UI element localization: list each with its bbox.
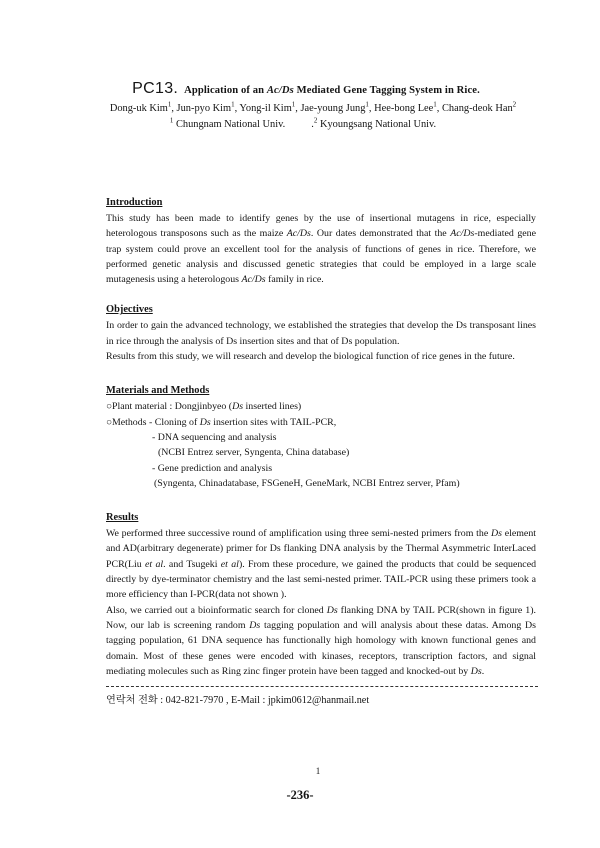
section-heading-objectives: Objectives bbox=[106, 304, 153, 316]
italic-run: et al bbox=[145, 558, 164, 570]
section-heading-methods: Materials and Methods bbox=[106, 385, 210, 397]
author-affil-sup: 1 bbox=[365, 100, 369, 109]
plant-material-line bbox=[106, 399, 536, 414]
title-italic: Ac/Ds bbox=[266, 85, 294, 96]
paper-body bbox=[106, 196, 536, 708]
author-name: Jun-pyo Kim bbox=[176, 103, 232, 114]
methods-item-detail: (NCBI Entrez server, Syngenta, China database) bbox=[158, 447, 350, 459]
italic-run: et al bbox=[220, 558, 239, 570]
section-heading-introduction: Introduction bbox=[106, 197, 163, 208]
text-run: ○Plant material : Dongjinbyeo ( bbox=[106, 401, 233, 413]
text-run: flanking DNA by TAIL PCR(shown in figure 1). Now, our lab is screening random bbox=[106, 604, 536, 631]
methods-item: - DNA sequencing and analysis bbox=[152, 431, 277, 443]
text-run: tagging population and will analysis about these datas. Among Ds tagging population, 61 DNA sequence has functionally high homology with known functional genes and domain. Most of these genes were encoded with kinases, receptors, transcription factors, and signal mediating molecules such as Ring zinc finger protein have been tagged and knocked-out by bbox=[106, 619, 536, 677]
italic-run: Ac/Ds bbox=[241, 274, 266, 286]
affil-sup: 1 bbox=[169, 116, 174, 125]
paper-header bbox=[0, 80, 600, 132]
poster-code: PC13. bbox=[132, 80, 179, 97]
text-run: . bbox=[481, 665, 485, 677]
author-affil-sup: 1 bbox=[291, 100, 296, 109]
text-run: element and AD(arbitrary degenerate) primer for Ds flanking DNA analysis by the Thermal Asymmetric InterLaced PCR(Liu bbox=[106, 528, 537, 570]
text-run: We performed three successive round of amplification using three semi-nested primers from the bbox=[106, 528, 491, 540]
text-run: ). From these procedure, we gained the products that could be sequenced directly by dye-terminator chemistry and the last semi-nested primer. TAIL-PCR using these primers took a more efficiency than I-PCR(data not shown ). bbox=[106, 558, 537, 601]
paper-title bbox=[0, 80, 600, 100]
author-affil-sup: 1 bbox=[167, 100, 172, 109]
page-number: -236- bbox=[286, 788, 314, 802]
author-name: Chang-deok Han bbox=[441, 103, 513, 114]
results-paragraph bbox=[106, 603, 536, 679]
italic-run: Ds bbox=[199, 416, 211, 428]
dashed-divider bbox=[106, 686, 538, 687]
results-paragraph bbox=[106, 526, 536, 602]
italic-run: Ds bbox=[491, 528, 502, 540]
affil-dot: . bbox=[311, 119, 314, 130]
italic-run: Ds bbox=[326, 604, 338, 616]
author-list: Dong-uk Kim$^1$, Jun-pyo Kim$^1$, Yong-il Kim$^1$, Jae-young Jung$^1$, Hee-bong Lee$^1$, Chang-deok Han$^2$ bbox=[109, 100, 517, 114]
italic-run: Ds bbox=[249, 619, 261, 631]
methods-line bbox=[106, 415, 536, 430]
title-suffix: Mediated Gene Tagging System in Rice. bbox=[293, 85, 480, 96]
author-name: Yong-il Kim bbox=[239, 103, 292, 114]
italic-run: Ds bbox=[470, 665, 482, 677]
title-prefix: Application of an bbox=[184, 85, 267, 96]
objectives-paragraph: Results from this study, we will research and develop the biological function of rice genes in the future. bbox=[106, 351, 515, 363]
objectives-paragraph: In order to gain the advanced technology, we established the strategies that develop the Ds transposant lines in rice through the analysis of Ds insertion sites and that of Ds population. bbox=[106, 320, 536, 347]
methods-item: - Gene prediction and analysis bbox=[152, 462, 273, 474]
italic-run: Ds bbox=[232, 401, 244, 413]
author-affil-sup: 1 bbox=[231, 100, 235, 109]
affil-sup: 2 bbox=[313, 116, 318, 125]
italic-run: Ac/Ds bbox=[450, 228, 475, 240]
text-run: family in rice. bbox=[265, 274, 324, 286]
contact-info: 연락처 전화 : 042-821-7970 , E-Mail : jpkim0612@hanmail.net bbox=[106, 695, 370, 707]
text-run: . Our dates demonstrated that the bbox=[310, 228, 451, 240]
text-run: . and Tsugeki bbox=[163, 558, 221, 570]
text-run: -mediated gene trap system could prove an excellent tool for the analysis of functions of genes in rice. Therefore, we performed genetic analysis and discussed genetic strategies that could be employed in a large scale mutagenesis using a heterologous bbox=[106, 228, 537, 286]
affiliation-1: Chungnam National Univ. bbox=[173, 119, 286, 130]
italic-run: Ac/Ds bbox=[286, 228, 311, 240]
text-run: Also, we carried out a bioinformatic search for cloned bbox=[106, 604, 327, 616]
author-name: Dong-uk Kim bbox=[109, 103, 168, 114]
text-run: ○Methods - Cloning of bbox=[106, 416, 200, 428]
methods-item-detail: (Syngenta, Chinadatabase, FSGeneH, GeneMark, NCBI Entrez server, Pfam) bbox=[154, 477, 460, 489]
author-name: Hee-bong Lee bbox=[374, 103, 434, 114]
section-heading-results: Results bbox=[106, 512, 139, 524]
author-affil-sup: 1 bbox=[433, 100, 437, 109]
affiliation-2: Kyoungsang National Univ. bbox=[317, 119, 437, 130]
text-run: inserted lines) bbox=[243, 401, 302, 413]
introduction-paragraph bbox=[106, 211, 536, 287]
author-affil-sup: 2 bbox=[512, 100, 517, 109]
author-name: Jae-young Jung bbox=[300, 103, 366, 114]
text-run: This study has been made to identify genes by the use of insertional mutagens in rice, especially heterologous transposons such as the maize bbox=[106, 213, 536, 240]
text-run: insertion sites with TAIL-PCR, bbox=[210, 416, 337, 428]
sheet-number: 1 bbox=[315, 766, 321, 776]
affiliations bbox=[0, 118, 600, 132]
